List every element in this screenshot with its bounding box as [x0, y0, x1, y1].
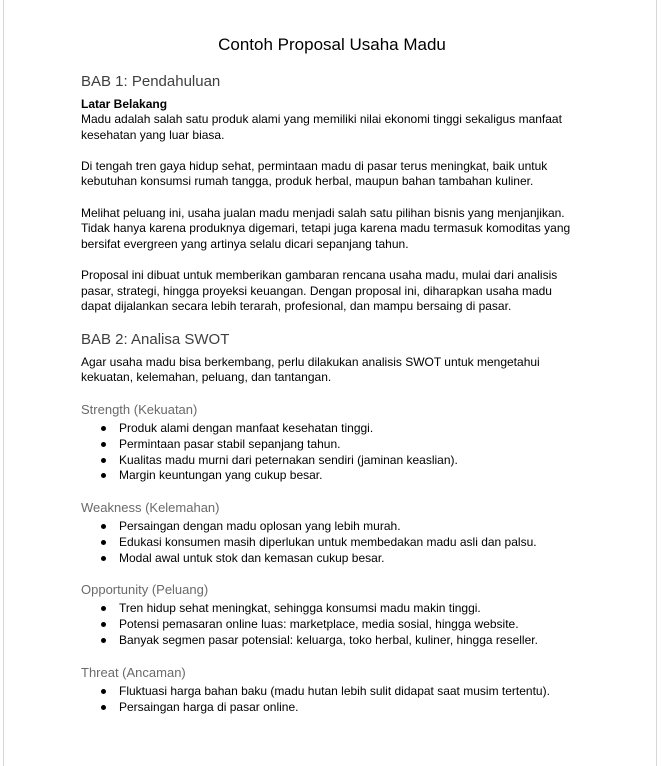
bab1-heading: BAB 1: Pendahuluan: [81, 73, 221, 90]
bullet-icon: [101, 606, 106, 611]
list-item: [81, 453, 581, 469]
list-item-text: Persaingan dengan madu oplosan yang lebih murah.: [119, 519, 401, 534]
list-item: [81, 437, 581, 453]
list-item: [81, 519, 581, 535]
bab1-paragraph: Madu adalah salah satu produk alami yang memiliki nilai ekonomi tinggi sekaligus manfaat kesehatan yang luar biasa.: [81, 112, 562, 142]
list-item: [81, 468, 581, 484]
latar-belakang-subheading: Latar Belakang: [81, 97, 168, 111]
threat-heading: Threat (Ancaman): [81, 664, 186, 680]
list-item-text: Fluktuasi harga bahan baku (madu hutan lebih sulit didapat saat musim tertentu).: [119, 683, 550, 698]
bullet-icon: [101, 622, 106, 627]
list-item-text: Produk alami dengan manfaat kesehatan tinggi.: [119, 420, 374, 435]
bullet-icon: [101, 442, 106, 447]
bullet-icon: [101, 458, 106, 463]
document-title: Contoh Proposal Usaha Madu: [218, 35, 446, 54]
list-item: [81, 700, 581, 716]
bab1-paragraph: Proposal ini dibuat untuk memberikan gambaran rencana usaha madu, mulai dari analisis pasar, strategi, hingga proyeksi keuangan. Dengan proposal ini, diharapkan usaha madu dapat dijalankan secara lebih terarah, profesional, dan mampu bersaing di pasar.: [81, 267, 558, 314]
bullet-icon: [101, 524, 106, 529]
document-content: [81, 34, 581, 715]
bab1-paragraph: Melihat peluang ini, usaha jualan madu menjadi salah satu pilihan bisnis yang menjanjikan. Tidak hanya karena produknya digemari, tetapi juga karena madu termasuk komoditas yang bersifat evergreen yang artinya selalu dicari sepanjang tahun.: [81, 205, 571, 251]
list-item: [81, 617, 581, 633]
list-item-text: Edukasi konsumen masih diperlukan untuk membedakan madu asli dan palsu.: [119, 534, 537, 549]
list-item: [81, 633, 581, 649]
threat-list: [81, 684, 581, 716]
list-item: [81, 421, 581, 437]
list-item-text: Permintaan pasar stabil sepanjang tahun.: [119, 436, 341, 451]
bab1-paragraph: Di tengah tren gaya hidup sehat, permintaan madu di pasar terus meningkat, baik untuk kebutuhan konsumsi rumah tangga, produk herbal, maupun bahan tambahan kuliner.: [81, 158, 548, 189]
list-item-text: Tren hidup sehat meningkat, sehingga konsumsi madu makin tinggi.: [119, 601, 481, 616]
bab2-intro: Agar usaha madu bisa berkembang, perlu dilakukan analisis SWOT untuk mengetahui kekuatan, kelemahan, peluang, dan tantangan.: [81, 354, 540, 385]
bullet-icon: [101, 556, 106, 561]
list-item: [81, 551, 581, 567]
list-item-text: Banyak segmen pasar potensial: keluarga, toko herbal, kuliner, hingga reseller.: [119, 633, 538, 648]
bullet-icon: [101, 705, 106, 710]
weakness-list: [81, 519, 581, 566]
bullet-icon: [101, 426, 106, 431]
list-item: [81, 684, 581, 700]
bab2-heading: BAB 2: Analisa SWOT: [81, 330, 230, 348]
bullet-icon: [101, 540, 106, 545]
bullet-icon: [101, 638, 106, 643]
list-item-text: Modal awal untuk stok dan kemasan cukup besar.: [119, 550, 385, 565]
document-page: [3, 0, 657, 766]
bullet-icon: [101, 689, 106, 694]
opportunity-list: [81, 601, 581, 648]
bullet-icon: [101, 473, 106, 478]
list-item-text: Persaingan harga di pasar online.: [119, 699, 299, 714]
strength-list: [81, 421, 581, 484]
list-item: [81, 535, 581, 551]
list-item-text: Kualitas madu murni dari peternakan sendiri (jaminan keaslian).: [119, 452, 458, 467]
strength-heading: Strength (Kekuatan): [81, 401, 198, 417]
list-item-text: Margin keuntungan yang cukup besar.: [119, 468, 323, 483]
list-item-text: Potensi pemasaran online luas: marketplace, media sosial, hingga website.: [119, 617, 519, 632]
opportunity-heading: Opportunity (Peluang): [81, 582, 209, 598]
list-item: [81, 601, 581, 617]
weakness-heading: Weakness (Kelemahan): [81, 500, 220, 516]
